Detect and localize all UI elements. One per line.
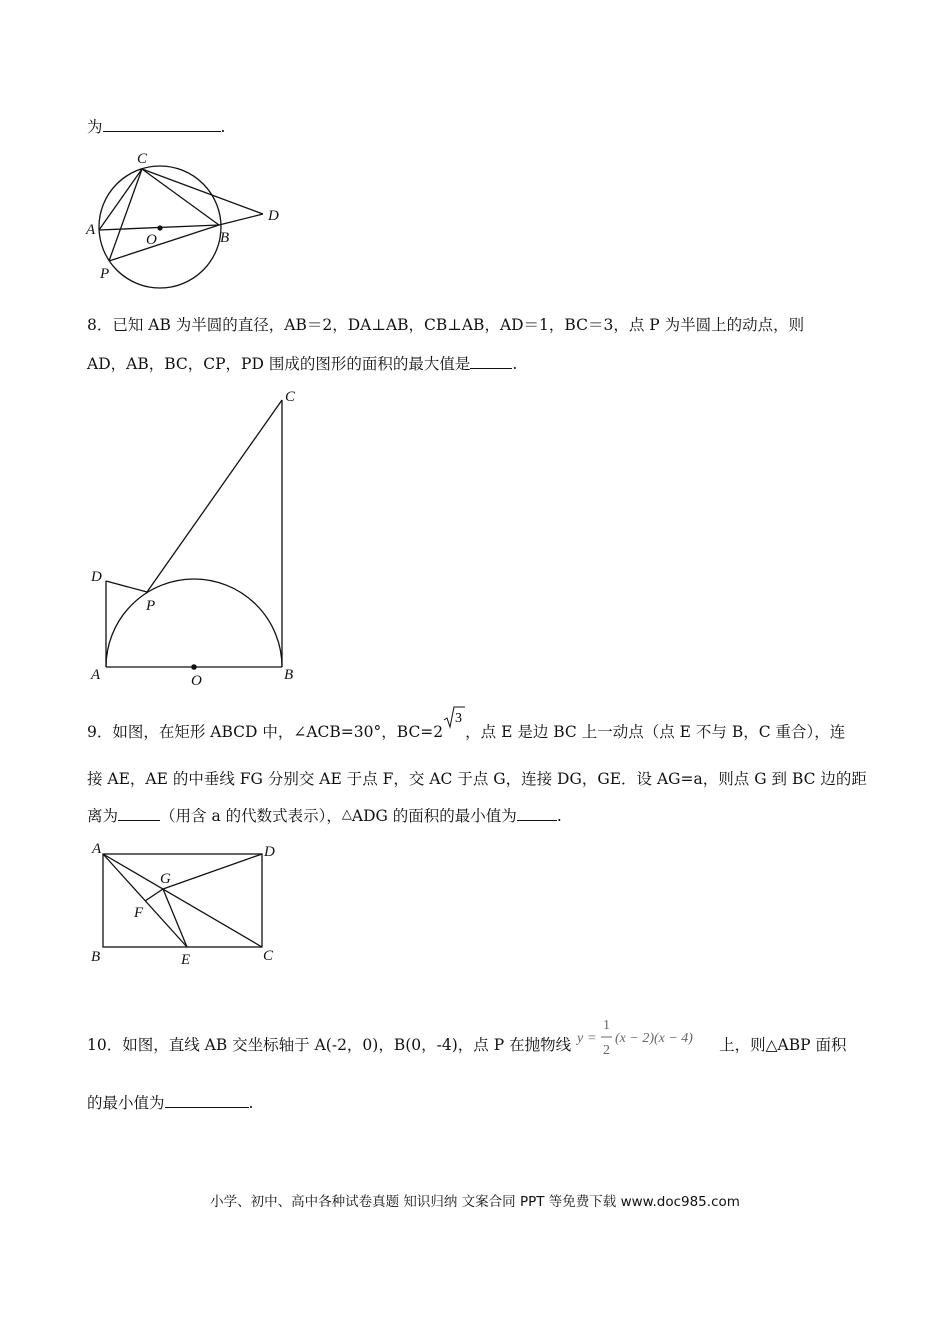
q10-text-line2: [87, 1093, 253, 1113]
q7-segment-pb: [109, 225, 219, 261]
q8-text-line2: [87, 354, 517, 374]
q7-segment-cp: [109, 169, 142, 261]
q9-triangle-symbol: △: [341, 807, 352, 822]
q7-answer-blank: [103, 117, 221, 132]
q7-label-c: C: [137, 151, 148, 167]
q9-line3-d: .: [556, 807, 562, 825]
q9-label-a: A: [92, 841, 102, 857]
q9-figure: [86, 838, 286, 970]
q7-center-dot: [157, 225, 162, 230]
q8-answer-blank: [470, 354, 512, 369]
q7-label-o: O: [146, 232, 157, 248]
q8-label-a: A: [91, 667, 101, 683]
q7-segment-bd: [219, 214, 263, 225]
q7-label-d: D: [268, 208, 279, 224]
q9-label-b: B: [91, 949, 101, 965]
q9-label-f: F: [134, 905, 144, 921]
q8-label-c: C: [285, 389, 296, 405]
q8-line2-suffix: .: [512, 355, 518, 373]
q9-text-line1: [87, 711, 846, 742]
q8-label-o: O: [191, 673, 202, 689]
q8-segment-pc: [147, 400, 282, 592]
q8-segment-dp: [106, 581, 147, 592]
q10-formula-rest: (x − 2)(x − 4): [615, 1031, 694, 1046]
q9-segment-gd: [163, 854, 262, 889]
q9-answer-blank-1: [118, 806, 160, 821]
q10-formula: [571, 1018, 719, 1058]
q9-sqrt: [443, 711, 465, 737]
q9-label-g: G: [160, 871, 171, 887]
q7-suffix: .: [220, 118, 226, 136]
q8-line2-text: AD，AB，BC，CP，PD 围成的图形的面积的最大值是: [87, 355, 471, 373]
q8-center-dot: [191, 664, 197, 670]
q9-segment-ge: [163, 889, 187, 947]
q9-answer-blank-2: [517, 806, 557, 821]
q9-segment-fg: [145, 889, 163, 901]
q10-formula-lhs: y: [577, 1031, 584, 1046]
q10-formula-num: 1: [603, 1018, 611, 1033]
q10-line1-b: 上，则△ABP 面积: [719, 1036, 847, 1054]
q9-line3-b: （用含 a 的代数式表示），: [160, 807, 342, 825]
q9-text-line2: 接 AE，AE 的中垂线 FG 分别交 AE 于点 F，交 AC 于点 G，连接 DG，GE．设 AG=a，则点 G 到 BC 边的距: [87, 770, 867, 788]
q9-label-c: C: [263, 948, 274, 964]
page-footer: 小学、初中、高中各种试卷真题 知识归纳 文案合同 PPT 等免费下载 www.doc985.com: [210, 1194, 740, 1210]
q8-label-b: B: [284, 667, 294, 683]
q9-line3-c: ADG 的面积的最小值为: [351, 807, 517, 825]
q8-label-d: D: [91, 569, 102, 585]
q10-line2-text: 的最小值为: [87, 1094, 165, 1112]
q9-text-line3: [87, 806, 562, 828]
q10-formula-den: 2: [603, 1043, 611, 1058]
q9-label-e: E: [181, 952, 191, 968]
q10-line2-suffix: .: [248, 1094, 254, 1112]
q9-line3-a: 离为: [87, 807, 119, 825]
q7-figure: [80, 148, 290, 283]
q10-formula-eq: =: [588, 1031, 596, 1046]
q10-text-line1: [87, 1018, 847, 1058]
q9-sqrt-value: 3: [455, 711, 463, 726]
q7-label-a: A: [86, 222, 96, 238]
q8-figure: [85, 385, 305, 690]
q7-prefix: 为: [87, 118, 103, 136]
q10-line1-a: 10．如图，直线 AB 交坐标轴于 A(-2，0)，B(0，-4)，点 P 在抛物线: [87, 1036, 572, 1054]
q9-segment-ac: [103, 854, 262, 947]
q10-answer-blank: [165, 1093, 249, 1108]
q7-label-p: P: [100, 266, 110, 282]
q7-label-b: B: [220, 230, 230, 246]
q8-semicircle: [106, 579, 282, 667]
q7-answer-line: [87, 117, 225, 137]
q7-segment-cd: [142, 169, 263, 214]
q7-segment-cb: [142, 169, 219, 225]
q9-label-d: D: [264, 844, 275, 860]
q9-line1-a: 9．如图，在矩形 ABCD 中，∠ACB=30°，BC=2: [87, 723, 444, 741]
q9-line1-b: ，点 E 是边 BC 上一动点（点 E 不与 B，C 重合），连: [465, 723, 846, 741]
q8-text-line1: 8．已知 AB 为半圆的直径，AB＝2，DA⊥AB，CB⊥AB，AD＝1，BC＝3，点 P 为半圆上的动点，则: [87, 316, 805, 334]
q8-label-p: P: [146, 598, 156, 614]
